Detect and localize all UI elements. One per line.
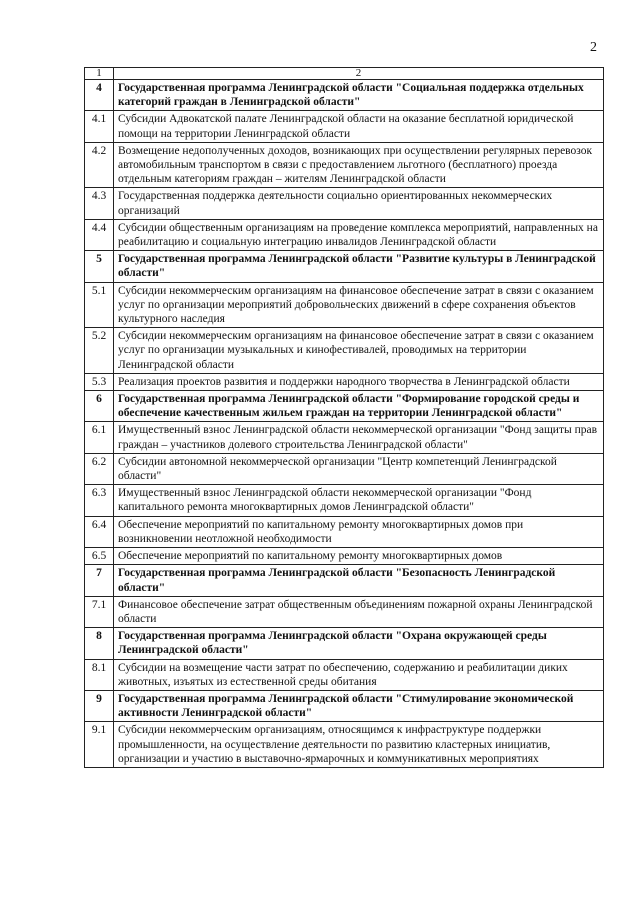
subsidy-item-row [85,453,604,484]
row-number: 4.4 [85,219,114,250]
row-number: 9.1 [85,722,114,768]
row-number: 7.1 [85,596,114,627]
subsidy-item-row [85,282,604,328]
row-number: 8 [85,628,114,659]
table-header-row [85,68,604,80]
row-text: Государственная поддержка деятельности социально ориентированных некоммерческих организаций [114,188,604,219]
header-col-number: 1 [85,68,114,80]
subsidy-item-row [85,142,604,188]
subsidy-item-row [85,373,604,390]
row-number: 9 [85,690,114,721]
subsidy-item-row [85,485,604,516]
row-text: Государственная программа Ленинградской области "Стимулирование экономической активности Ленинградской области" [114,690,604,721]
row-number: 5.2 [85,328,114,374]
row-text: Обеспечение мероприятий по капитальному ремонту многоквартирных домов [114,548,604,565]
row-number: 5.3 [85,373,114,390]
subsidy-item-row [85,722,604,768]
subsidy-item-row [85,659,604,690]
subsidy-item-row [85,188,604,219]
row-text: Субсидии общественным организациям на проведение комплекса мероприятий, направленных на реабилитацию и социальную интеграцию инвалидов Ленинградской области [114,219,604,250]
subsidy-item-row [85,328,604,374]
programs-table-body [85,68,604,768]
row-text: Субсидии Адвокатской палате Ленинградской области на оказание бесплатной юридической помощи на территории Ленинградской области [114,111,604,142]
row-text: Обеспечение мероприятий по капитальному ремонту многоквартирных домов при возникновении неотложной необходимости [114,516,604,547]
row-text: Государственная программа Ленинградской области "Социальная поддержка отдельных категорий граждан в Ленинградской области" [114,80,604,111]
subsidy-item-row [85,596,604,627]
row-text: Субсидии некоммерческим организациям, относящимся к инфраструктуре поддержки промышленности, на осуществление деятельности по развитию кластерных инициатив, организации и участию в выставочно-ярмарочных и коммуникативных мероприятиях [114,722,604,768]
subsidy-item-row [85,219,604,250]
subsidy-item-row [85,422,604,453]
row-text: Субсидии на возмещение части затрат по обеспечению, содержанию и реабилитации диких животных, изъятых из естественной среды обитания [114,659,604,690]
program-section-row [85,690,604,721]
row-number: 8.1 [85,659,114,690]
program-section-row [85,565,604,596]
row-text: Финансовое обеспечение затрат общественным объединениям пожарной охраны Ленинградской области [114,596,604,627]
row-number: 6.3 [85,485,114,516]
program-section-row [85,391,604,422]
program-section-row [85,628,604,659]
program-section-row [85,80,604,111]
row-number: 4.3 [85,188,114,219]
row-text: Государственная программа Ленинградской области "Охрана окружающей среды Ленинградской области" [114,628,604,659]
row-number: 5 [85,251,114,282]
row-number: 4.2 [85,142,114,188]
row-text: Государственная программа Ленинградской области "Безопасность Ленинградской области" [114,565,604,596]
subsidy-item-row [85,111,604,142]
row-text: Субсидии некоммерческим организациям на финансовое обеспечение затрат в связи с оказанием услуг по организации музыкальных и кинофестивалей, проводимых на территории Ленинградской области [114,328,604,374]
row-text: Имущественный взнос Ленинградской области некоммерческой организации "Фонд капитального ремонта многоквартирных домов Ленинградской области" [114,485,604,516]
row-number: 6.4 [85,516,114,547]
row-text: Субсидии автономной некоммерческой организации "Центр компетенций Ленинградской области" [114,453,604,484]
row-number: 6.2 [85,453,114,484]
row-number: 6 [85,391,114,422]
subsidy-item-row [85,548,604,565]
programs-table [84,67,604,768]
row-text: Государственная программа Ленинградской области "Развитие культуры в Ленинградской области" [114,251,604,282]
row-text: Возмещение недополученных доходов, возникающих при осуществлении регулярных перевозок автомобильным транспортом в связи с предоставлением льготного (бесплатного) проезда отдельным категориям граждан – жителям Ленинградской области [114,142,604,188]
row-number: 7 [85,565,114,596]
row-number: 5.1 [85,282,114,328]
row-number: 4.1 [85,111,114,142]
header-col-name: 2 [114,68,604,80]
row-text: Имущественный взнос Ленинградской области некоммерческой организации "Фонд защиты прав граждан – участников долевого строительства Ленинградской области" [114,422,604,453]
program-section-row [85,251,604,282]
row-number: 6.1 [85,422,114,453]
row-text: Реализация проектов развития и поддержки народного творчества в Ленинградской области [114,373,604,390]
subsidy-item-row [85,516,604,547]
row-text: Субсидии некоммерческим организациям на финансовое обеспечение затрат в связи с оказанием услуг по организации мероприятий добровольческих движений в сфере сохранения объектов культурного наследия [114,282,604,328]
row-number: 6.5 [85,548,114,565]
row-number: 4 [85,80,114,111]
row-text: Государственная программа Ленинградской области "Формирование городской среды и обеспечение качественным жильем граждан на территории Ленинградской области" [114,391,604,422]
page-number: 2 [590,40,597,55]
